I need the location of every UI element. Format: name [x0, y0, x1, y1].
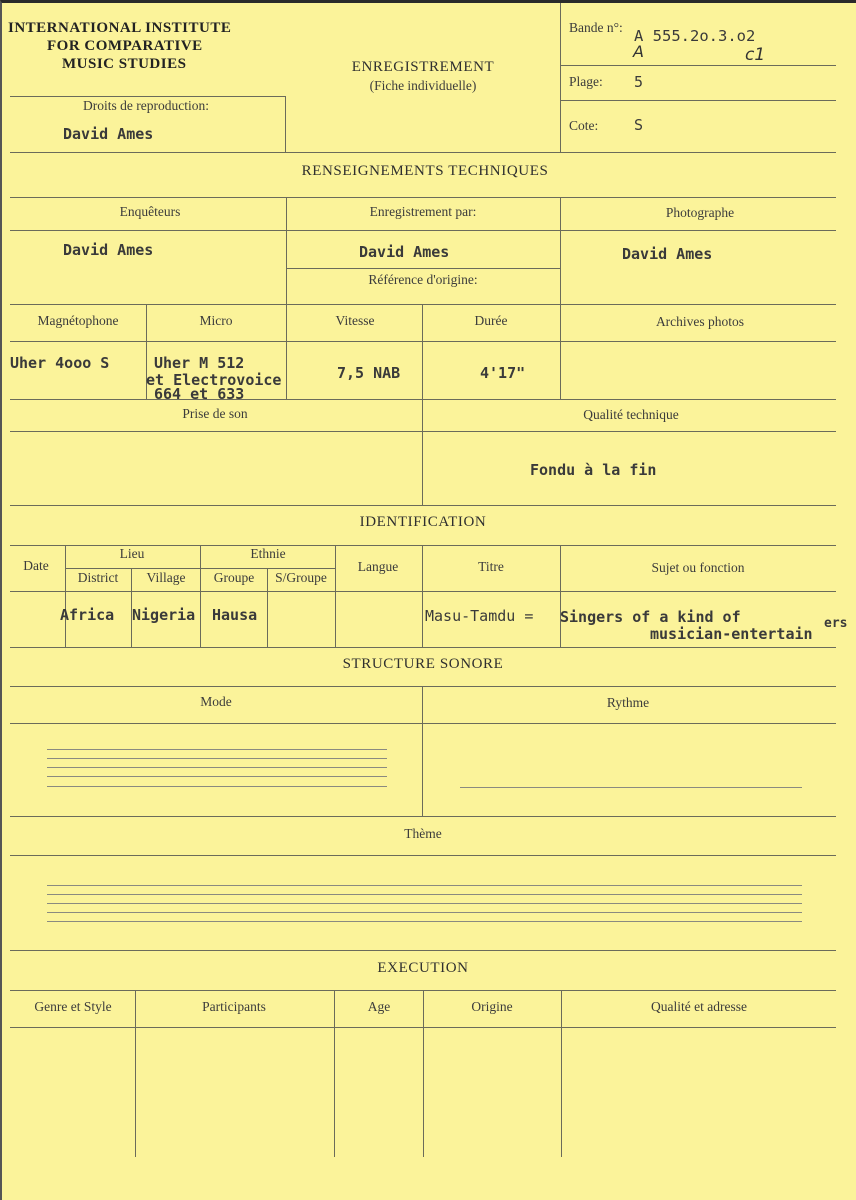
vitesse-value: 7,5 NAB: [337, 364, 401, 382]
vitesse-label: Vitesse: [335, 313, 375, 328]
plage-value: 5: [634, 73, 644, 91]
reference-origine-label: Référence d'origine:: [368, 272, 478, 287]
enregistrement-par-value: David Ames: [359, 243, 450, 261]
enqueteurs-label: Enquêteurs: [119, 204, 181, 219]
form-subtitle: (Fiche individuelle): [369, 78, 477, 93]
age-label: Age: [367, 999, 391, 1014]
mode-label: Mode: [200, 694, 232, 709]
bande-hand-c1: c1: [745, 45, 766, 65]
rights-label: Droits de reproduction:: [83, 98, 209, 113]
plage-label: Plage:: [569, 74, 603, 89]
groupe-value: Hausa: [212, 606, 258, 624]
sgroupe-label: S/Groupe: [275, 570, 327, 585]
bande-value: A 555.2o.3.o2: [634, 27, 756, 45]
micro-value-line-3: 664 et 633: [154, 387, 245, 400]
sujet-fonction-label: Sujet ou fonction: [651, 560, 745, 575]
groupe-label: Groupe: [213, 570, 255, 585]
lieu-label: Lieu: [119, 546, 145, 561]
sujet-value-line-1: Singers of a kind of: [560, 608, 741, 626]
magnetophone-label: Magnétophone: [37, 313, 119, 328]
bande-label: Bande n°:: [569, 20, 623, 35]
duree-value: 4'17": [480, 364, 526, 382]
duree-label: Durée: [474, 313, 508, 328]
cote-label: Cote:: [569, 118, 599, 133]
theme-label: Thème: [404, 826, 442, 841]
section-identification: IDENTIFICATION: [359, 514, 487, 530]
village-label: Village: [146, 570, 186, 585]
micro-value-line-2: et Electrovoice: [146, 371, 282, 389]
institute-line-1: INTERNATIONAL INSTITUTE: [8, 20, 232, 36]
village-value: Nigeria: [132, 606, 196, 624]
rights-value: David Ames: [63, 125, 154, 143]
archives-photos-label: Archives photos: [655, 314, 745, 329]
participants-label: Participants: [202, 999, 266, 1014]
sujet-value-hand-ers: ers: [824, 616, 848, 631]
qualite-technique-value: Fondu à la fin: [530, 461, 657, 479]
bande-hand-a: A: [633, 42, 644, 61]
prise-de-son-label: Prise de son: [182, 406, 248, 421]
titre-label: Titre: [478, 559, 504, 574]
section-execution: EXECUTION: [377, 960, 469, 976]
cote-value: S: [634, 116, 644, 134]
section-renseignements-techniques: RENSEIGNEMENTS TECHNIQUES: [301, 163, 549, 179]
micro-value-line-1: Uher M 512: [154, 354, 245, 372]
district-label: District: [77, 570, 119, 585]
district-value: Africa: [60, 606, 115, 624]
enregistrement-par-label: Enregistrement par:: [369, 204, 477, 219]
date-label: Date: [23, 558, 49, 573]
enqueteurs-value: David Ames: [63, 241, 154, 259]
qualite-technique-label: Qualité technique: [583, 407, 679, 422]
genre-style-label: Genre et Style: [34, 999, 112, 1014]
qualite-adresse-label: Qualité et adresse: [651, 999, 747, 1014]
origine-label: Origine: [471, 999, 513, 1014]
langue-label: Langue: [357, 559, 399, 574]
form-title: ENREGISTREMENT: [351, 59, 495, 75]
institute-line-3: MUSIC STUDIES: [62, 56, 187, 72]
section-structure-sonore: STRUCTURE SONORE: [342, 656, 504, 672]
micro-label: Micro: [199, 313, 233, 328]
titre-value: Masu-Tamdu =: [425, 607, 534, 625]
rythme-label: Rythme: [606, 695, 650, 710]
ethnie-label: Ethnie: [250, 546, 286, 561]
photographe-value: David Ames: [622, 245, 713, 263]
magnetophone-value: Uher 4ooo S: [10, 354, 110, 372]
sujet-value-line-2: musician-entertain: [650, 625, 813, 643]
photographe-label: Photographe: [665, 205, 735, 220]
institute-line-2: FOR COMPARATIVE: [47, 38, 203, 54]
